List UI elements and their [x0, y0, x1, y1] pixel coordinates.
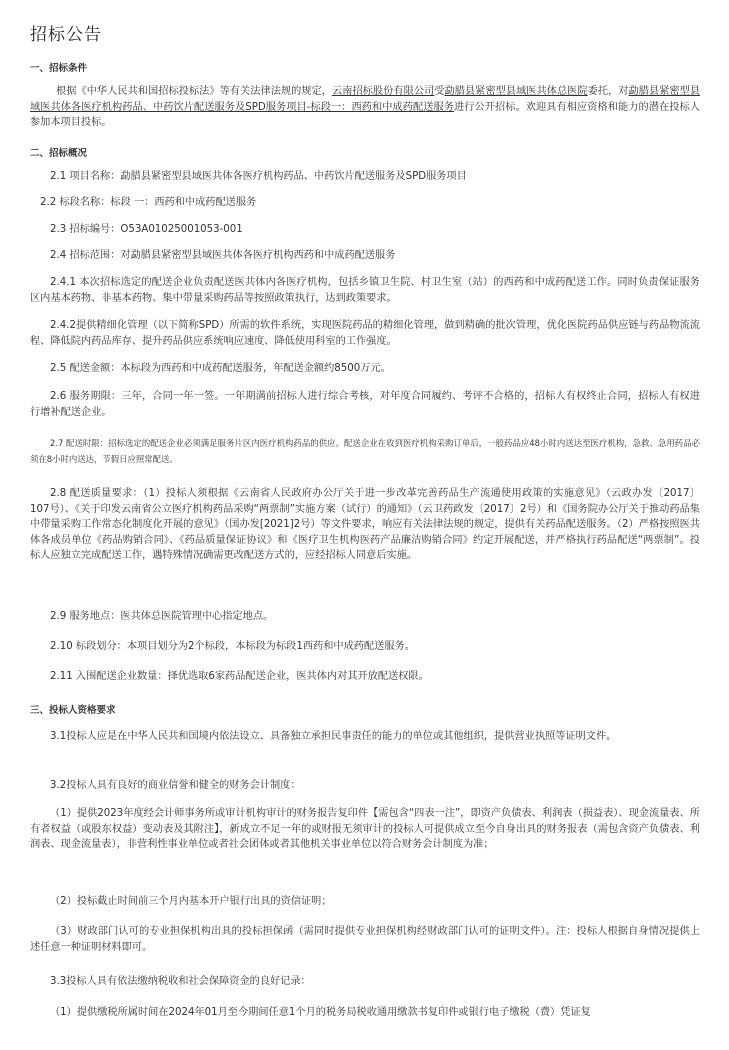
item-2-5: 2.5 配送金额：本标段为西药和中成药配送服务，年配送金额约8500万元。	[50, 363, 391, 374]
item-3-1: 3.1投标人应是在中华人民共和国境内依法设立、具备独立承担民事责任的能力的单位或其他组织，提供营业执照等证明文件。	[50, 731, 617, 742]
item-2-2: 2.2 标段名称：标段 一：西药和中成药配送服务	[40, 197, 257, 208]
item-3-2-3: （3）财政部门认可的专业担保机构出具的投标担保函（需同时提供专业担保机构经财政部门认可的证明文件）。注：投标人根据自身情况提供上述任意一种证明材料即可。	[30, 926, 700, 953]
item-2-3: 2.3 招标编号：O53A01025001053-001	[50, 224, 243, 235]
item-2-4-1: 2.4.1 本次招标选定的配送企业负责配送医共体内各医疗机构，包括乡镇卫生院、村卫生室（站）的西药和中成药配送工作。同时负责保证服务区内基本药物、非基本药物、集中带量采购药品等按照政策执行，达到政策要求。	[30, 277, 700, 304]
tender-conditions-text-a: 根据《中华人民共和国招标投标法》等有关法律法规的规定，	[56, 86, 333, 97]
item-2-7: 2.7 配送时限：招标选定的配送企业必须满足服务片区内医疗机构药品的供应。配送企业在收到医疗机构采购订单后，一般药品应48小时内送达至医疗机构，急救、急用药品必须在8小时内送达，节假日应照常配送。	[30, 438, 700, 464]
section-heading-qualifications: 三、投标人资格要求	[30, 705, 116, 716]
tender-conditions-text-c: 委托，对	[587, 86, 629, 97]
tender-conditions-paragraph	[30, 84, 700, 131]
item-2-4: 2.4 招标范围：对勐腊县紧密型县域医共体各医疗机构西药和中成药配送服务	[50, 250, 396, 261]
item-2-6: 2.6 服务期限：三年，合同一年一签。一年期满前招标人进行综合考核，对年度合同履约、考评不合格的，招标人有权终止合同，招标人有权进行增补配送企业。	[30, 391, 700, 418]
item-3-3: 3.3投标人具有依法缴纳税收和社会保障资金的良好记录：	[50, 976, 311, 987]
item-2-9: 2.9 服务地点：医共体总医院管理中心指定地点。	[50, 611, 274, 622]
item-2-11: 2.11 入围配送企业数量：择优选取6家药品配送企业，医共体内对其开放配送权限。	[50, 671, 429, 682]
project-name: 勐腊县紧密型县域医共体各医疗机构药品、中药饮片配送服务及SPD服务项目-标段一：西药和中成药配送服务	[30, 86, 701, 113]
tender-conditions-text-b: 受	[434, 86, 445, 97]
item-2-10: 2.10 标段划分：本项目划分为2个标段，本标段为标段1西药和中成药配送服务。	[50, 641, 415, 652]
tender-conditions-text-d: 进行公开招标。欢迎具有相应资格和能力的潜在投标人参加本项目投标。	[30, 101, 700, 128]
section-heading-overview: 二、招标概况	[30, 148, 88, 159]
item-3-3-1: （1）提供缴税所属时间在2024年01月至今期间任意1个月的税务局税收通用缴款书复印件或银行电子缴税（费）凭证复	[50, 1007, 591, 1018]
item-2-4-2: 2.4.2提供精细化管理（以下简称SPD）所需的软件系统，实现医院药品的精细化管理，做到精确的批次管理，优化医院药品供应链与药品物流流程、降低院内药品库存、提升药品供应系统响应速度、降低使用科室的工作强度。	[30, 320, 700, 347]
section-heading-tender-conditions: 一、招标条件	[30, 63, 88, 74]
item-3-2-1: （1）提供2023年度经会计师事务所或审计机构审计的财务报告复印件【需包含“四表一注”，即资产负债表、利润表（损益表）、现金流量表、所有者权益（或股东权益）变动表及其附注】，新成立不足一年的或财报无须审计的投标人可提供成立至今自身出具的财务报表（需包含资产负债表、利润表、现金流量表），非营利性事业单位或者社会团体或者其他机关事业单位以符合财务会计制度为准；	[30, 808, 700, 850]
tenderer-name: 勐腊县紧密型县域医共体总医院	[444, 86, 588, 97]
item-2-8: 2.8 配送质量要求：（1）投标人须根据《云南省人民政府办公厅关于进一步改革完善药品生产流通使用政策的实施意见》（云政办发〔2017〕107号）、《关于印发云南省公立医疗机构药品采购“两票制”实施方案（试行）的通知》（云卫药政发〔2017〕2号）和《国务院办公厅关于推动药品集中带量采购工作常态化制度化开展的意见》（国办发[2021]2号）等文件要求，响应有关法律法规的规定，提供有关药品配送服务。（2）严格按照医共体各成员单位《药品购销合同》、《药品质量保证协议》和《医疗卫生机构医药产品廉洁购销合同》约定开展配送，并严格执行药品配送“两票制”。投标人应独立完成配送工作，遇特殊情况确需更改配送方式的，应经招标人同意后实施。	[30, 488, 700, 561]
page-title: 招标公告	[30, 25, 102, 45]
item-2-1: 2.1 项目名称：勐腊县紧密型县域医共体各医疗机构药品、中药饮片配送服务及SPD服务项目	[50, 171, 467, 182]
item-3-2: 3.2投标人具有良好的商业信誉和健全的财务会计制度：	[50, 780, 301, 791]
item-3-2-2: （2）投标截止时间前三个月内基本开户银行出具的资信证明；	[50, 896, 332, 907]
agency-name-link: 云南招标股份有限公司	[332, 86, 435, 97]
